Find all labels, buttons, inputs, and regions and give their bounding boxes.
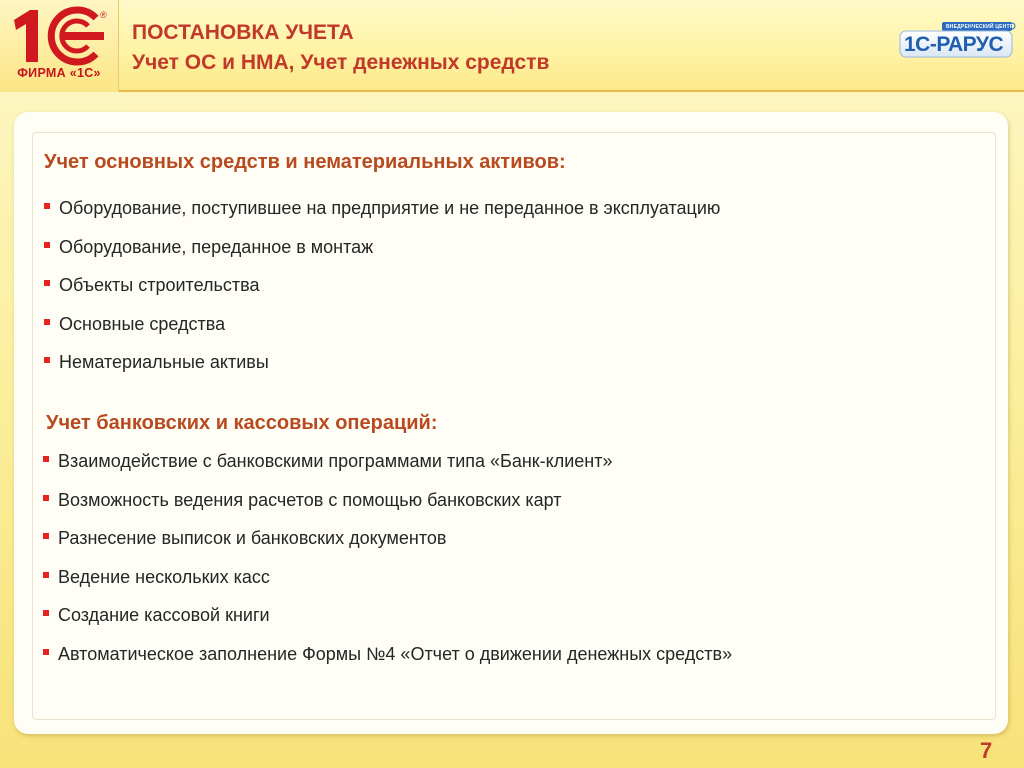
bullet-icon (43, 456, 49, 462)
bullet-icon (43, 572, 49, 578)
partner-caption: ВНЕДРЕНЧЕСКИЙ ЦЕНТР (946, 24, 1014, 30)
list-item-text: Разнесение выписок и банковских документов (58, 528, 447, 548)
partner-name: 1С-РАРУС (904, 33, 1004, 56)
bullet-icon (44, 280, 50, 286)
slide-title: ПОСТАНОВКА УЧЕТА (132, 21, 354, 44)
svg-text:®: ® (100, 10, 107, 20)
bullet-icon (43, 610, 49, 616)
list-item-text: Взаимодействие с банковскими программами типа «Банк-клиент» (58, 451, 613, 471)
bullet-icon (43, 649, 49, 655)
list-item-text: Возможность ведения расчетов с помощью банковских карт (58, 489, 562, 510)
bullet-icon (43, 533, 49, 539)
list-item-text: Объекты строительства (59, 275, 260, 295)
bullet-icon (43, 495, 49, 501)
bullet-icon (44, 203, 50, 209)
firm-logo-block (0, 0, 119, 92)
page-number: 7 (980, 738, 993, 763)
list-item-text: Ведение нескольких касс (58, 566, 270, 587)
list-item-text: Автоматическое заполнение Формы №4 «Отчет о движении денежных средств» (58, 643, 733, 664)
bullet-icon (44, 242, 50, 248)
list-item-text: Оборудование, переданное в монтаж (59, 236, 374, 257)
section-heading-bank-cash: Учет банковских и кассовых операций: (46, 412, 438, 434)
section-heading-fixed-assets: Учет основных средств и нематериальных активов: (44, 151, 566, 173)
slide-subtitle: Учет ОС и НМА, Учет денежных средств (132, 51, 550, 74)
list-item-text: Нематериальные активы (59, 352, 269, 372)
logo-caption: ФИРМА «1С» (17, 66, 101, 80)
bullet-icon (44, 357, 50, 363)
list-item-text: Оборудование, поступившее на предприятие и не переданное в эксплуатацию (59, 198, 721, 218)
list-item-text: Создание кассовой книги (58, 605, 270, 625)
header-divider (0, 90, 1024, 92)
list-item-text: Основные средства (59, 313, 226, 334)
slide-header (0, 0, 1024, 92)
1c-logo-icon (8, 6, 110, 66)
bullet-icon (44, 319, 50, 325)
